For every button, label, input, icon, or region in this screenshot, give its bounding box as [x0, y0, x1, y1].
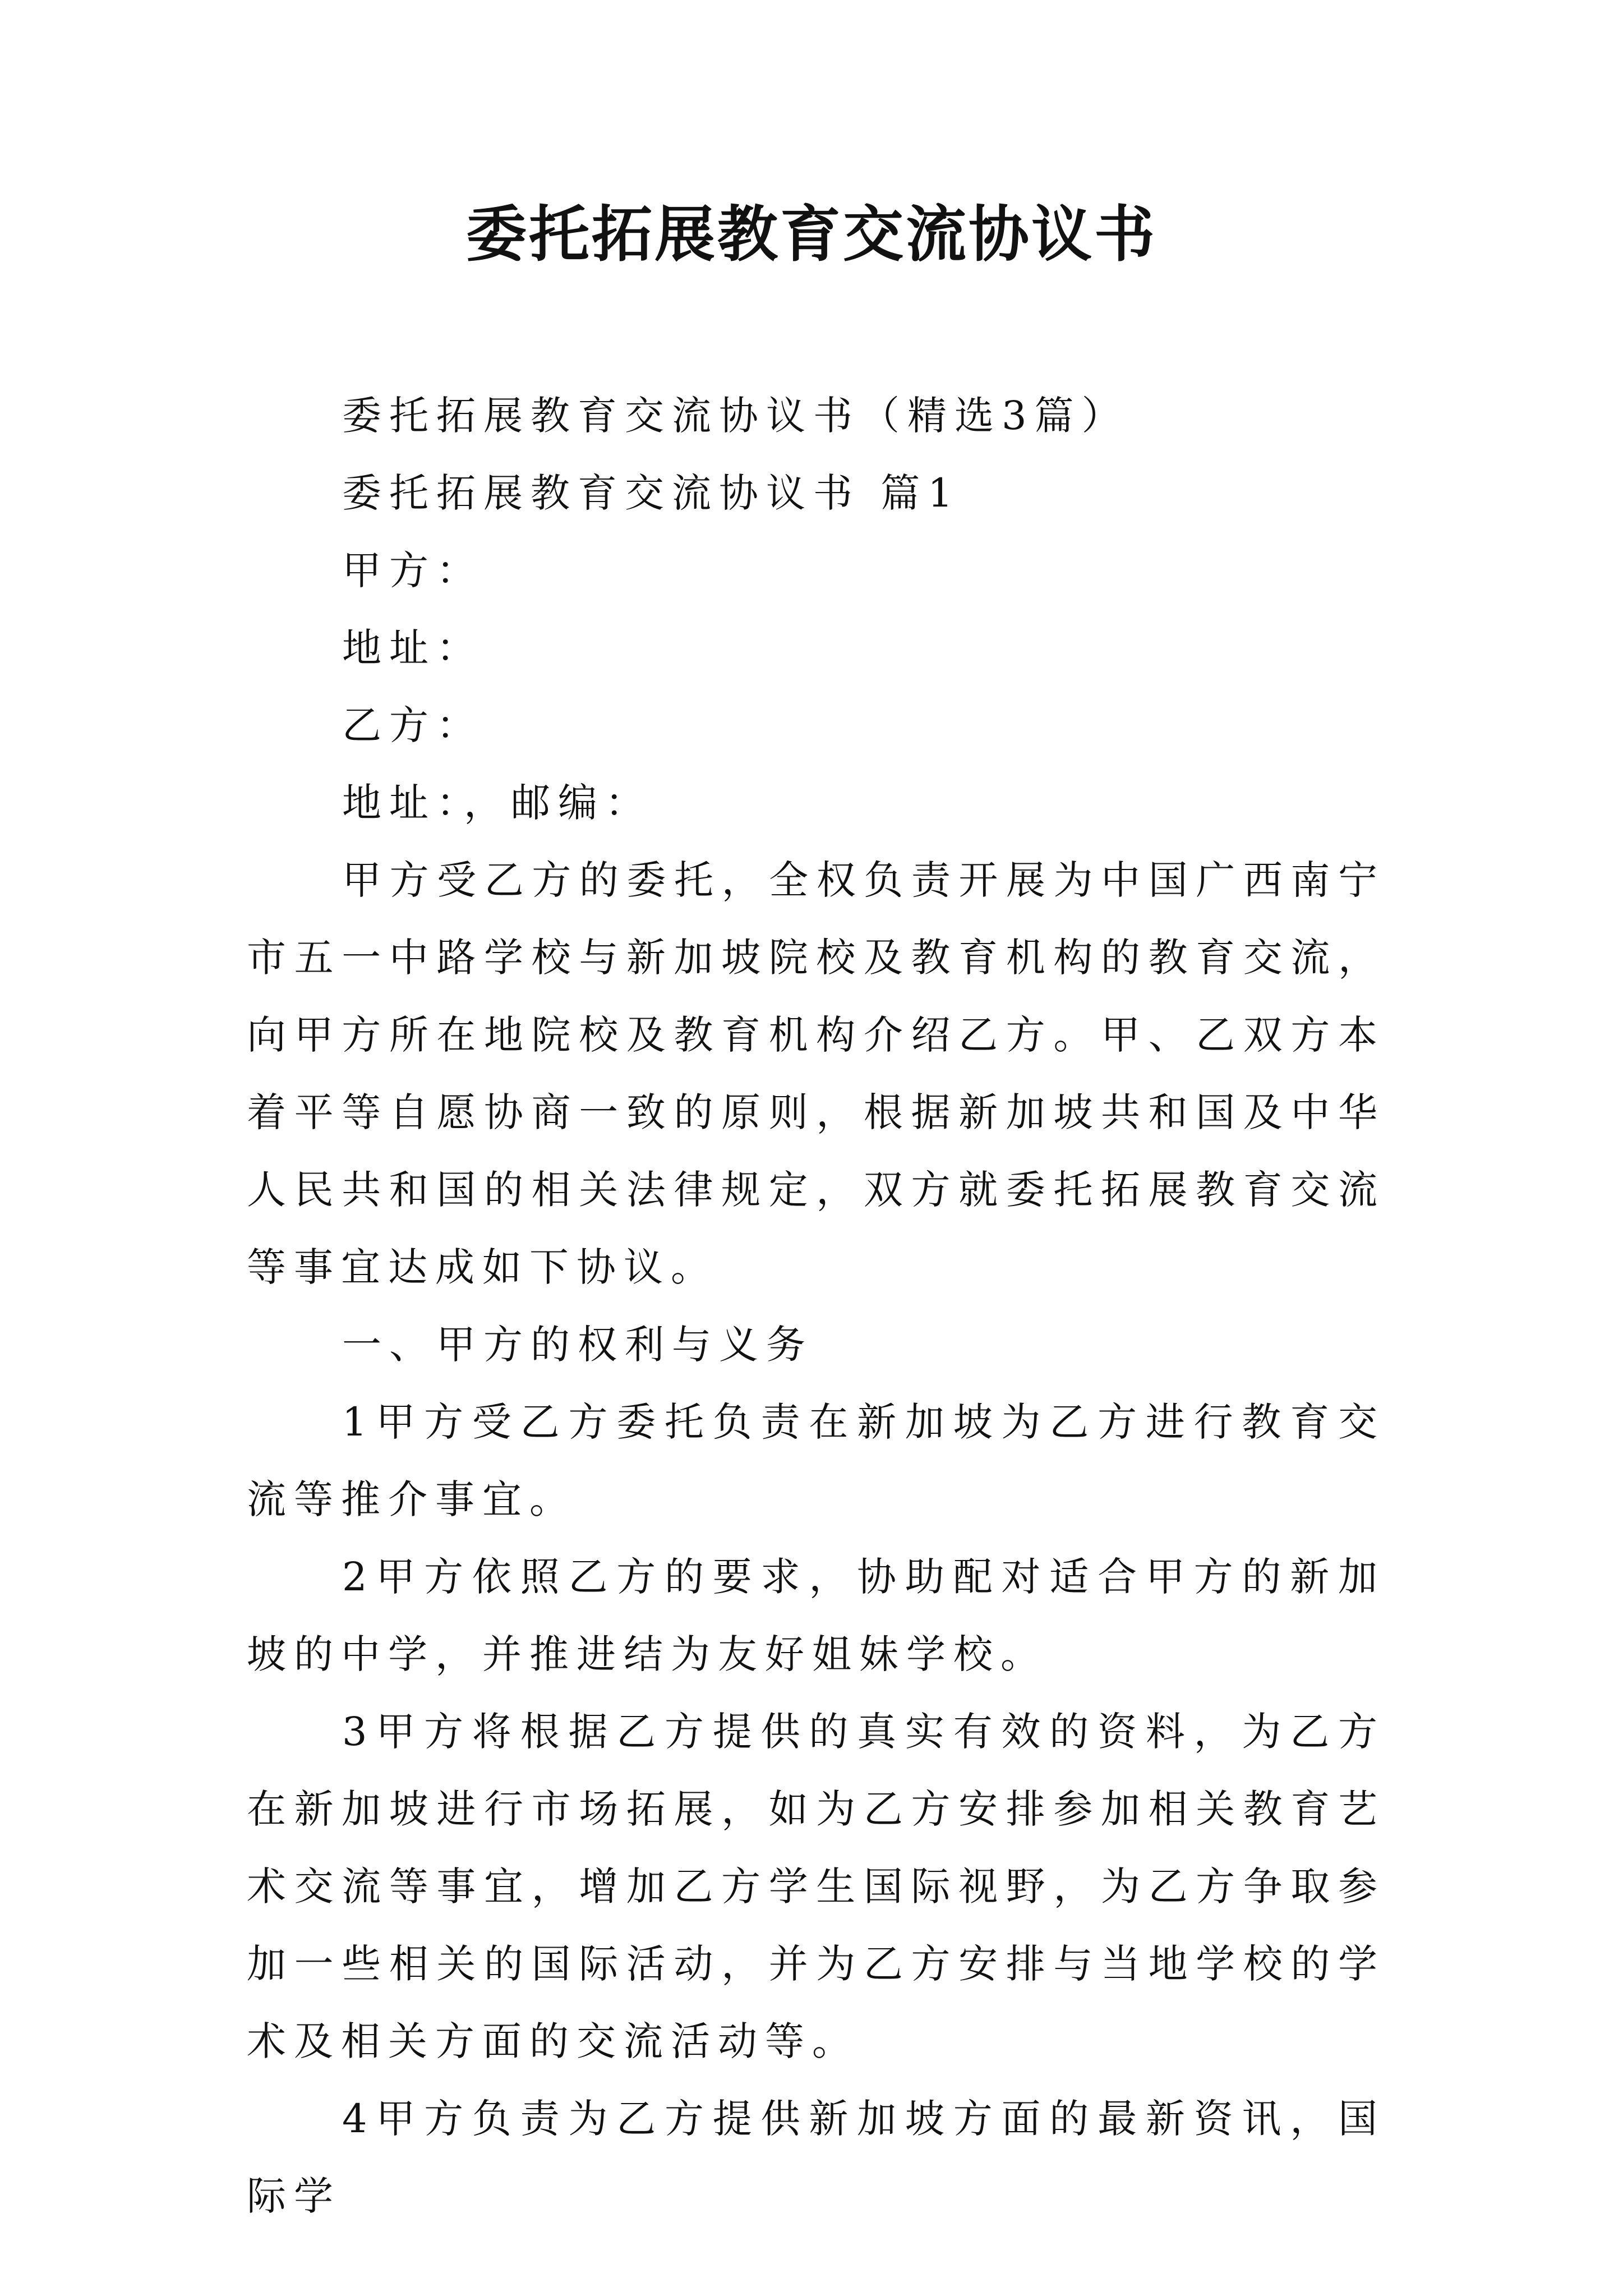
party-b-address-label: 地址：，邮编： — [342, 780, 652, 826]
clause-item-4: 4甲方负责为乙方提供新加坡方面的最新资讯，国际学 — [247, 2096, 1385, 2219]
clause-item-2: 2甲方依照乙方的要求，协助配对适合甲方的新加坡的中学，并推进结为友好姐妹学校。 — [247, 1554, 1385, 1677]
section-heading: 委托拓展教育交流协议书 篇1 — [342, 470, 961, 516]
party-a-address-label: 地址： — [342, 625, 483, 671]
subtitle-line: 委托拓展教育交流协议书（精选3篇） — [342, 393, 1129, 439]
clause-heading: 一、甲方的权利与义务 — [342, 1322, 813, 1368]
clause-item-3: 3甲方将根据乙方提供的真实有效的资料，为乙方在新加坡进行市场拓展，如为乙方安排参加相关教育艺术交流等事宜，增加乙方学生国际视野，为乙方争取参加一些相关的国际活动，并为乙方安排与当地学校的学术及相关方面的交流活动等。 — [247, 1709, 1385, 2064]
document-title: 委托拓展教育交流协议书 — [465, 199, 1157, 270]
party-a-label: 甲方： — [342, 547, 483, 593]
clause-item-1: 1甲方受乙方委托负责在新加坡为乙方进行教育交流等推介事宜。 — [247, 1399, 1385, 1522]
party-b-label: 乙方： — [342, 702, 483, 748]
intro-paragraph: 甲方受乙方的委托，全权负责开展为中国广西南宁市五一中路学校与新加坡院校及教育机构的教育交流，向甲方所在地院校及教育机构介绍乙方。甲、乙双方本着平等自愿协商一致的原则，根据新加坡共和国及中华人民共和国的相关法律规定，双方就委托拓展教育交流等事宜达成如下协议。 — [247, 857, 1385, 1290]
document-body — [247, 377, 1385, 2235]
